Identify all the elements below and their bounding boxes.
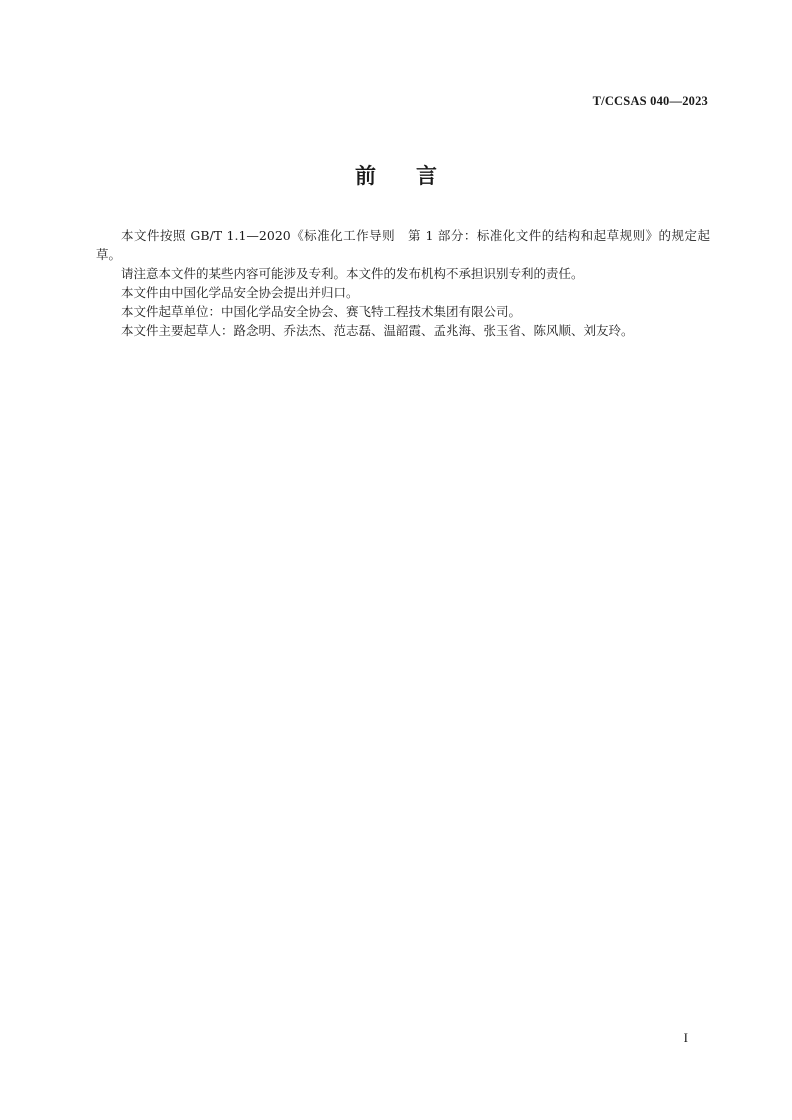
paragraph-drafting-rules: 本文件按照 GB/T 1.1—2020《标准化工作导则 第 1 部分：标准化文件的结构和起草规则》的规定起草。 [96,228,710,262]
document-code: T/CCSAS 040—2023 [592,94,708,108]
page-number: I [683,1030,688,1045]
paragraph-drafters: 本文件主要起草人：路念明、乔法杰、范志磊、温韶霞、孟兆海、张玉省、陈风顺、刘友玲。 [121,323,634,338]
paragraph-patent-notice: 请注意本文件的某些内容可能涉及专利。本文件的发布机构不承担识别专利的责任。 [121,266,584,281]
paragraph-drafting-units: 本文件起草单位：中国化学品安全协会、赛飞特工程技术集团有限公司。 [121,304,522,319]
paragraph-proposer: 本文件由中国化学品安全协会提出并归口。 [121,285,359,300]
document-body [96,226,710,340]
page-title: 前言 [355,164,477,188]
